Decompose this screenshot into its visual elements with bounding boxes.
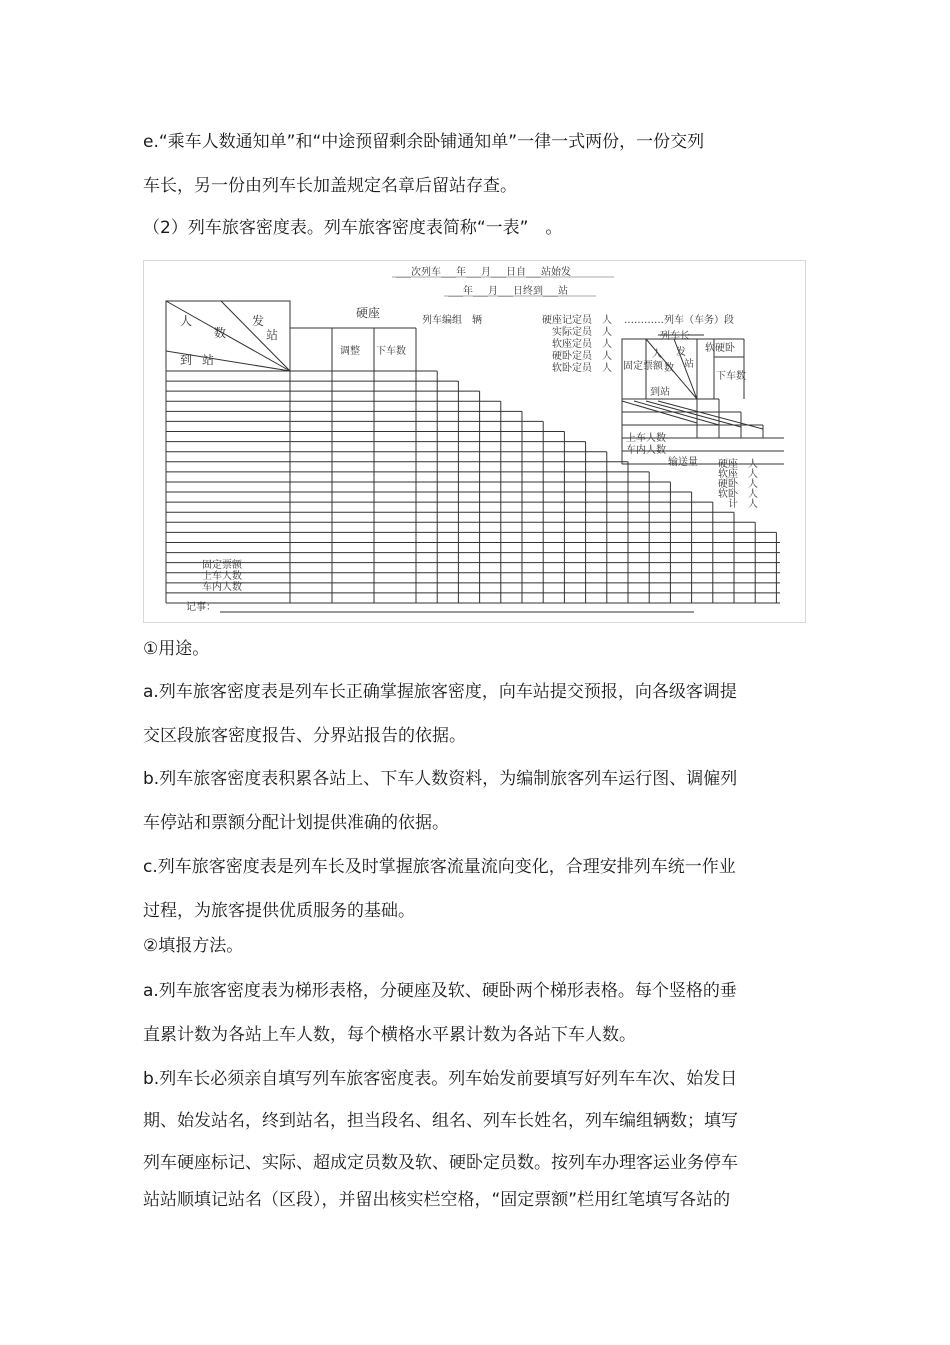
conductor-label: 列车长: [660, 331, 690, 342]
form-header-line-2: ___年___月___日终到___站: [448, 286, 568, 297]
text-line-8: 车停站和票额分配计划提供准确的依据。: [143, 813, 449, 833]
text-line-16: 列车硬座标记、实际、超成定员数及软、硬卧定员数。按列车办理客运业务停车: [143, 1153, 738, 1173]
quota-hard-seat: 硬座记定员 人: [542, 315, 612, 326]
text-line-12: a.列车旅客密度表为梯形表格，分硬座及软、硬卧两个梯形表格。每个竖格的垂: [143, 981, 737, 1001]
section-heading-density-table: （2）列车旅客密度表。列车旅客密度表简称“一表” 。: [143, 218, 563, 238]
hard-seat-label: 硬座: [356, 306, 381, 320]
corner-label-zhan: 站: [266, 328, 279, 342]
summary-total: 计 人: [728, 499, 758, 510]
density-table-drawing: [144, 261, 805, 622]
text-line-11: ②填报方法。: [143, 936, 244, 956]
footer-boarding: 上车人数: [202, 571, 242, 582]
text-line-1: e.“乘车人数通知单”和“中途预留剩余卧铺通知单”一律一式两份，一份交列: [143, 132, 705, 152]
corner-label-fa: 发: [252, 314, 265, 328]
quota-soft-sleeper: 软卧定员 人: [552, 363, 612, 374]
text-line-2: 车长，另一份由列车长加盖规定名章后留站存查。: [143, 176, 517, 196]
quota-hard-sleeper: 硬卧定员 人: [552, 351, 612, 362]
notes-label: 记事：: [186, 602, 216, 613]
corner-label-shu: 数: [214, 326, 227, 340]
summary-soft-seat: 软座 人: [718, 469, 758, 480]
mini-label-ren: 人: [652, 349, 662, 360]
text-line-4: ①用途。: [143, 639, 210, 659]
text-line-9: c.列车旅客密度表是列车长及时掌握旅客流量流向变化，合理安排列车统一作业: [143, 857, 736, 877]
mini-onboard-label: 车内人数: [626, 445, 666, 456]
mini-arrival-station-label: 到站: [650, 387, 670, 398]
corner-label-ren: 人: [180, 314, 193, 328]
text-line-5: a.列车旅客密度表是列车长正确掌握旅客密度，向车站提交预报，向各级客调提: [143, 682, 737, 702]
transport-volume-label: 输送量: [668, 457, 698, 468]
text-line-17: 站站顺填记站名（区段），并留出核实栏空格，“固定票额”栏用红笔填写各站的: [143, 1190, 731, 1210]
footer-onboard: 车内人数: [202, 582, 242, 593]
density-table-figure: [143, 260, 806, 623]
mini-boarding-label: 上车人数: [626, 433, 666, 444]
summary-hard-seat: 硬座 人: [718, 459, 758, 470]
quota-actual: 实际定员 人: [552, 327, 612, 338]
text-line-10: 过程，为旅客提供优质服务的基础。: [143, 901, 415, 921]
text-line-14: b.列车长必须亲自填写列车旅客密度表。列车始发前要填写好列车车次、始发日: [143, 1069, 738, 1089]
soft-hard-sleeper-label: 软硬卧: [705, 343, 735, 354]
mini-label-shu: 数: [664, 363, 674, 374]
alighting-count-label: 下车数: [376, 346, 406, 357]
text-line-15: 期、始发站名，终到站名，担当段名、组名、列车长姓名，列车编组辆数；填写: [143, 1111, 738, 1131]
corner-label-zhan-2: 站: [202, 353, 215, 367]
depot-label: …………列车（车务）段: [624, 315, 734, 326]
summary-hard-sleeper: 硬卧 人: [718, 479, 758, 490]
footer-fixed-quota: 固定票额: [202, 560, 242, 571]
quota-soft-seat: 软座定员 人: [552, 339, 612, 350]
corner-label-dao: 到: [180, 353, 193, 367]
summary-soft-sleeper: 软卧 人: [718, 489, 758, 500]
text-line-13: 直累计数为各站上车人数，每个横格水平累计数为各站下车人数。: [143, 1025, 636, 1045]
mini-grid-diagonal: [646, 401, 741, 427]
mini-label-fa: 发: [676, 347, 686, 358]
form-header-line-1: ___次列车___年___月___日自___站始发: [396, 267, 571, 278]
mini-fixed-quota-label: 固定票额: [623, 361, 663, 372]
train-composition-label: 列车编组 辆: [422, 315, 482, 326]
mini-label-zhan: 站: [684, 359, 694, 370]
adjust-label: 调整: [340, 346, 360, 357]
text-line-7: b.列车旅客密度表积累各站上、下车人数资料，为编制旅客列车运行图、调僱列: [143, 769, 738, 789]
text-line-6: 交区段旅客密度报告、分界站报告的依据。: [143, 726, 466, 746]
mini-grid-diagonal: [634, 401, 719, 425]
mini-alighting-label: 下车数: [716, 371, 746, 382]
